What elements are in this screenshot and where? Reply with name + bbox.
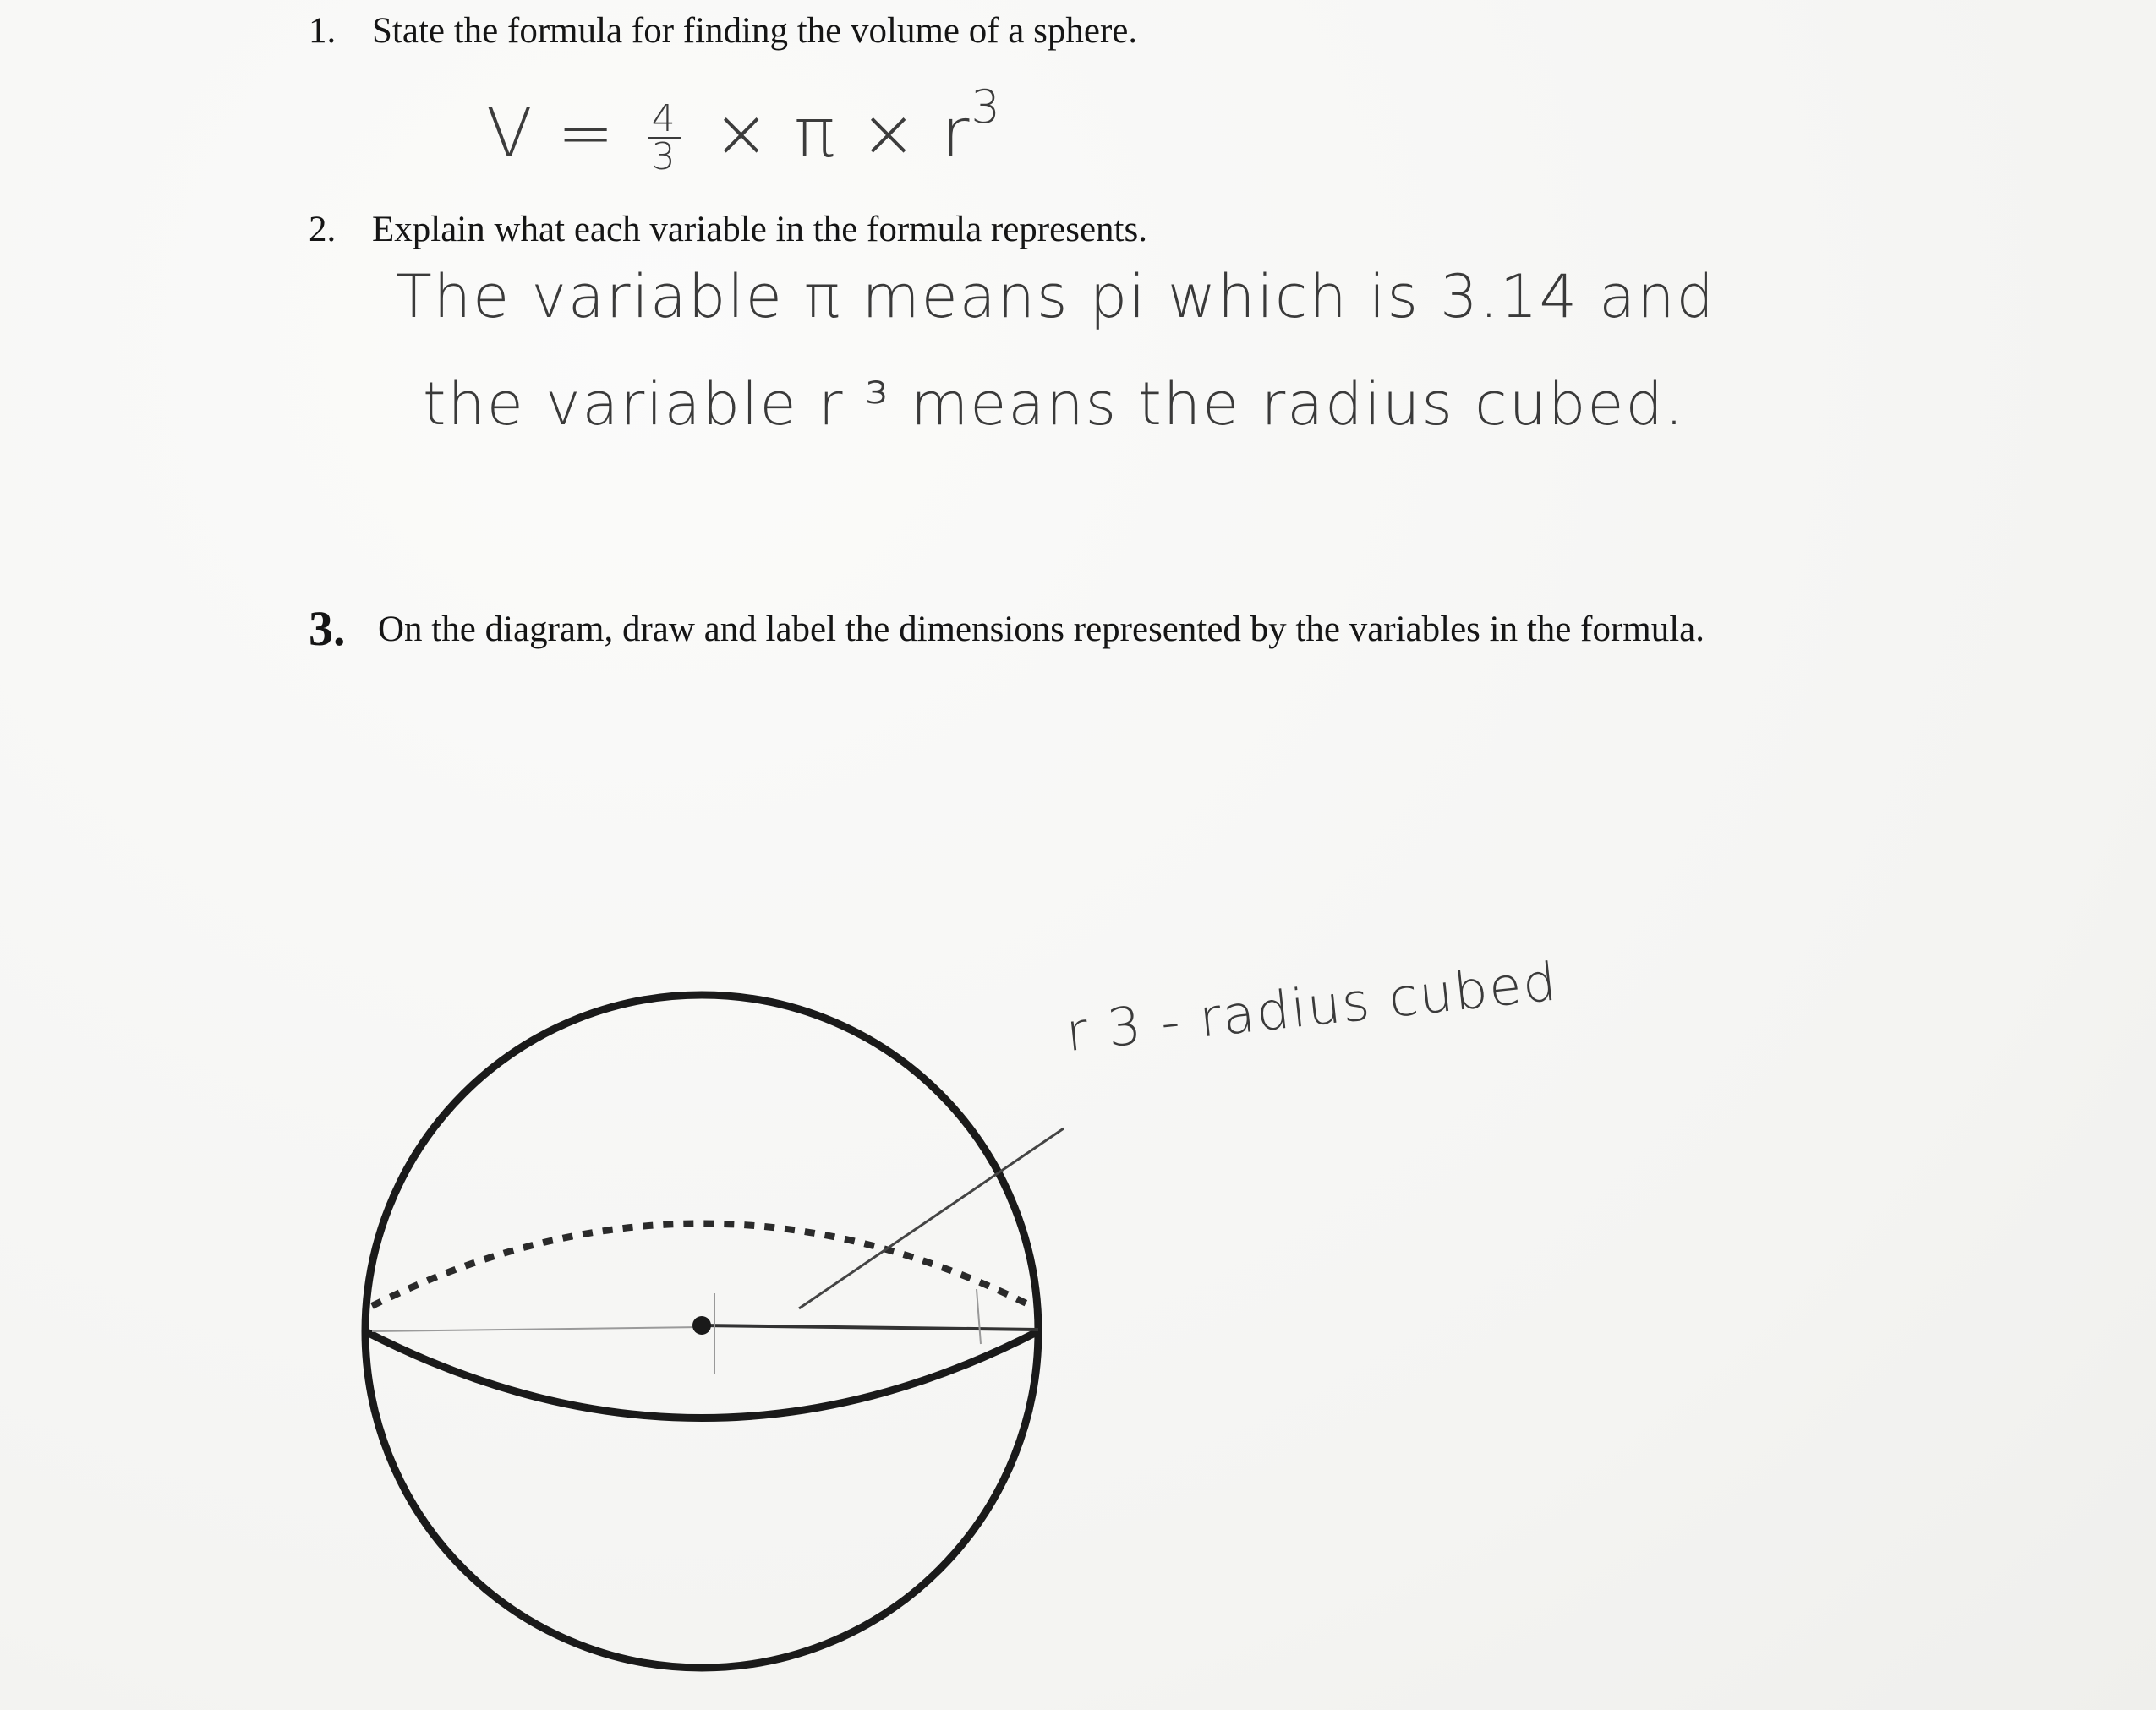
formula-equals: = [557, 94, 616, 172]
formula-times-1: × [713, 94, 772, 172]
equator-front-arc [365, 1331, 1038, 1418]
formula-v: V [486, 94, 534, 172]
formula-times-2: × [860, 94, 919, 172]
formula-pi: π [794, 94, 837, 172]
question-text: State the formula for finding the volume of a sphere. [372, 11, 1138, 51]
fraction-denominator: 3 [651, 134, 677, 178]
question-text: Explain what each variable in the formula represents. [372, 210, 1147, 249]
label-pointer-line [799, 1128, 1064, 1308]
sphere-center-dot [692, 1316, 711, 1335]
pencil-diameter-line [372, 1327, 702, 1331]
right-tick [977, 1289, 981, 1344]
question-text: On the diagram, draw and label the dimensions represented by the variables in the formula. [378, 609, 1705, 649]
radius-label: r 3 - radius cubed [1063, 950, 1561, 1063]
radius-line [702, 1325, 1038, 1330]
formula-r: r [941, 94, 971, 172]
question-number: 3. [309, 601, 346, 656]
fraction-numerator: 4 [651, 96, 677, 140]
formula-exponent: 3 [971, 80, 1002, 134]
equator-back-arc [372, 1224, 1031, 1307]
question-number: 2. [309, 210, 337, 249]
handwritten-answer-line-2: the variable r ³ means the radius cubed. [423, 369, 1686, 439]
question-number: 1. [309, 11, 337, 51]
handwritten-answer-line-1: The variable π means pi which is 3.14 and [396, 262, 1715, 331]
